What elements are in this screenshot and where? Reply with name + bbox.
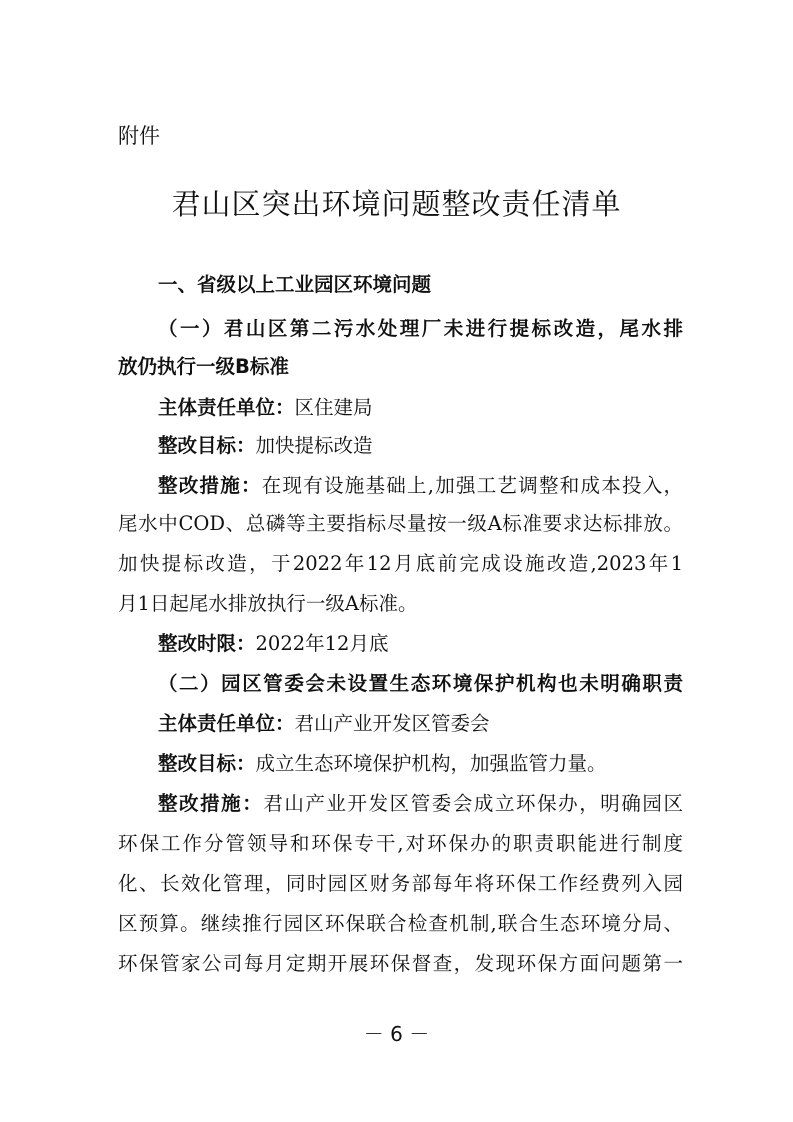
item1-measures-line4: 月1日起尾水排放执行一级A标准。 <box>118 592 418 615</box>
item2-unit <box>118 709 683 739</box>
item1-measures-line2: 尾水中COD、总磷等主要指标尽量按一级A标准要求达标排放。 <box>118 512 683 535</box>
item2-measures-label: 整改措施： <box>158 792 264 815</box>
item2-measures-line1 <box>118 789 683 819</box>
item2-unit-value: 君山产业开发区管委会 <box>294 712 490 735</box>
item2-measures-line2: 环保工作分管领导和环保专干,对环保办的职责职能进行制度 <box>118 832 683 855</box>
item1-measures-text1: 在现有设施基础上,加强工艺调整和成本投入， <box>261 474 683 497</box>
item2-goal-value: 成立生态环境保护机构，加强监管力量。 <box>255 752 607 775</box>
item1-title-line1: （一）君山区第二污水处理厂未进行提标改造，尾水排 <box>158 317 683 340</box>
item2-measures-line4: 区预算。继续推行园区环保联合检查机制,联合生态环境分局、 <box>118 912 683 935</box>
item1-measures-line3: 加快提标改造，于2022年12月底前完成设施改造,2023年1 <box>118 552 683 575</box>
item2-title: （二）园区管委会未设置生态环境保护机构也未明确职责 <box>158 672 683 695</box>
item1-title-line2: 放仍执行一级B标准 <box>118 355 289 378</box>
item2-measures-text1: 君山产业开发区管委会成立环保办，明确园区 <box>263 792 683 815</box>
page-number: － 6 － <box>363 1022 430 1046</box>
item1-measures-label: 整改措施： <box>158 474 262 497</box>
item1-deadline-label: 整改时限： <box>158 632 256 655</box>
item1-unit-value: 区住建局 <box>294 396 373 419</box>
item1-unit-label: 主体责任单位： <box>158 396 295 419</box>
item1-goal-value: 加快提标改造 <box>255 434 373 457</box>
item1-deadline-value: 2022年12月底 <box>255 632 389 655</box>
item1-goal-label: 整改目标： <box>158 434 256 457</box>
item1-goal <box>118 431 683 461</box>
attachment-label: 附件 <box>118 124 160 148</box>
item1-measures-line1 <box>118 471 683 501</box>
item1-unit <box>118 393 683 423</box>
section-heading: 一、省级以上工业园区环境问题 <box>158 273 432 296</box>
item2-unit-label: 主体责任单位： <box>158 712 295 735</box>
item1-deadline <box>118 629 683 659</box>
item2-measures-line5: 环保管家公司每月定期开展环保督查，发现环保方面问题第一 <box>118 952 683 975</box>
item2-measures-line3: 化、长效化管理，同时园区财务部每年将环保工作经费列入园 <box>118 872 683 895</box>
item2-goal <box>118 749 683 779</box>
item2-goal-label: 整改目标： <box>158 752 256 775</box>
document-title: 君山区突出环境问题整改责任清单 <box>171 187 622 221</box>
